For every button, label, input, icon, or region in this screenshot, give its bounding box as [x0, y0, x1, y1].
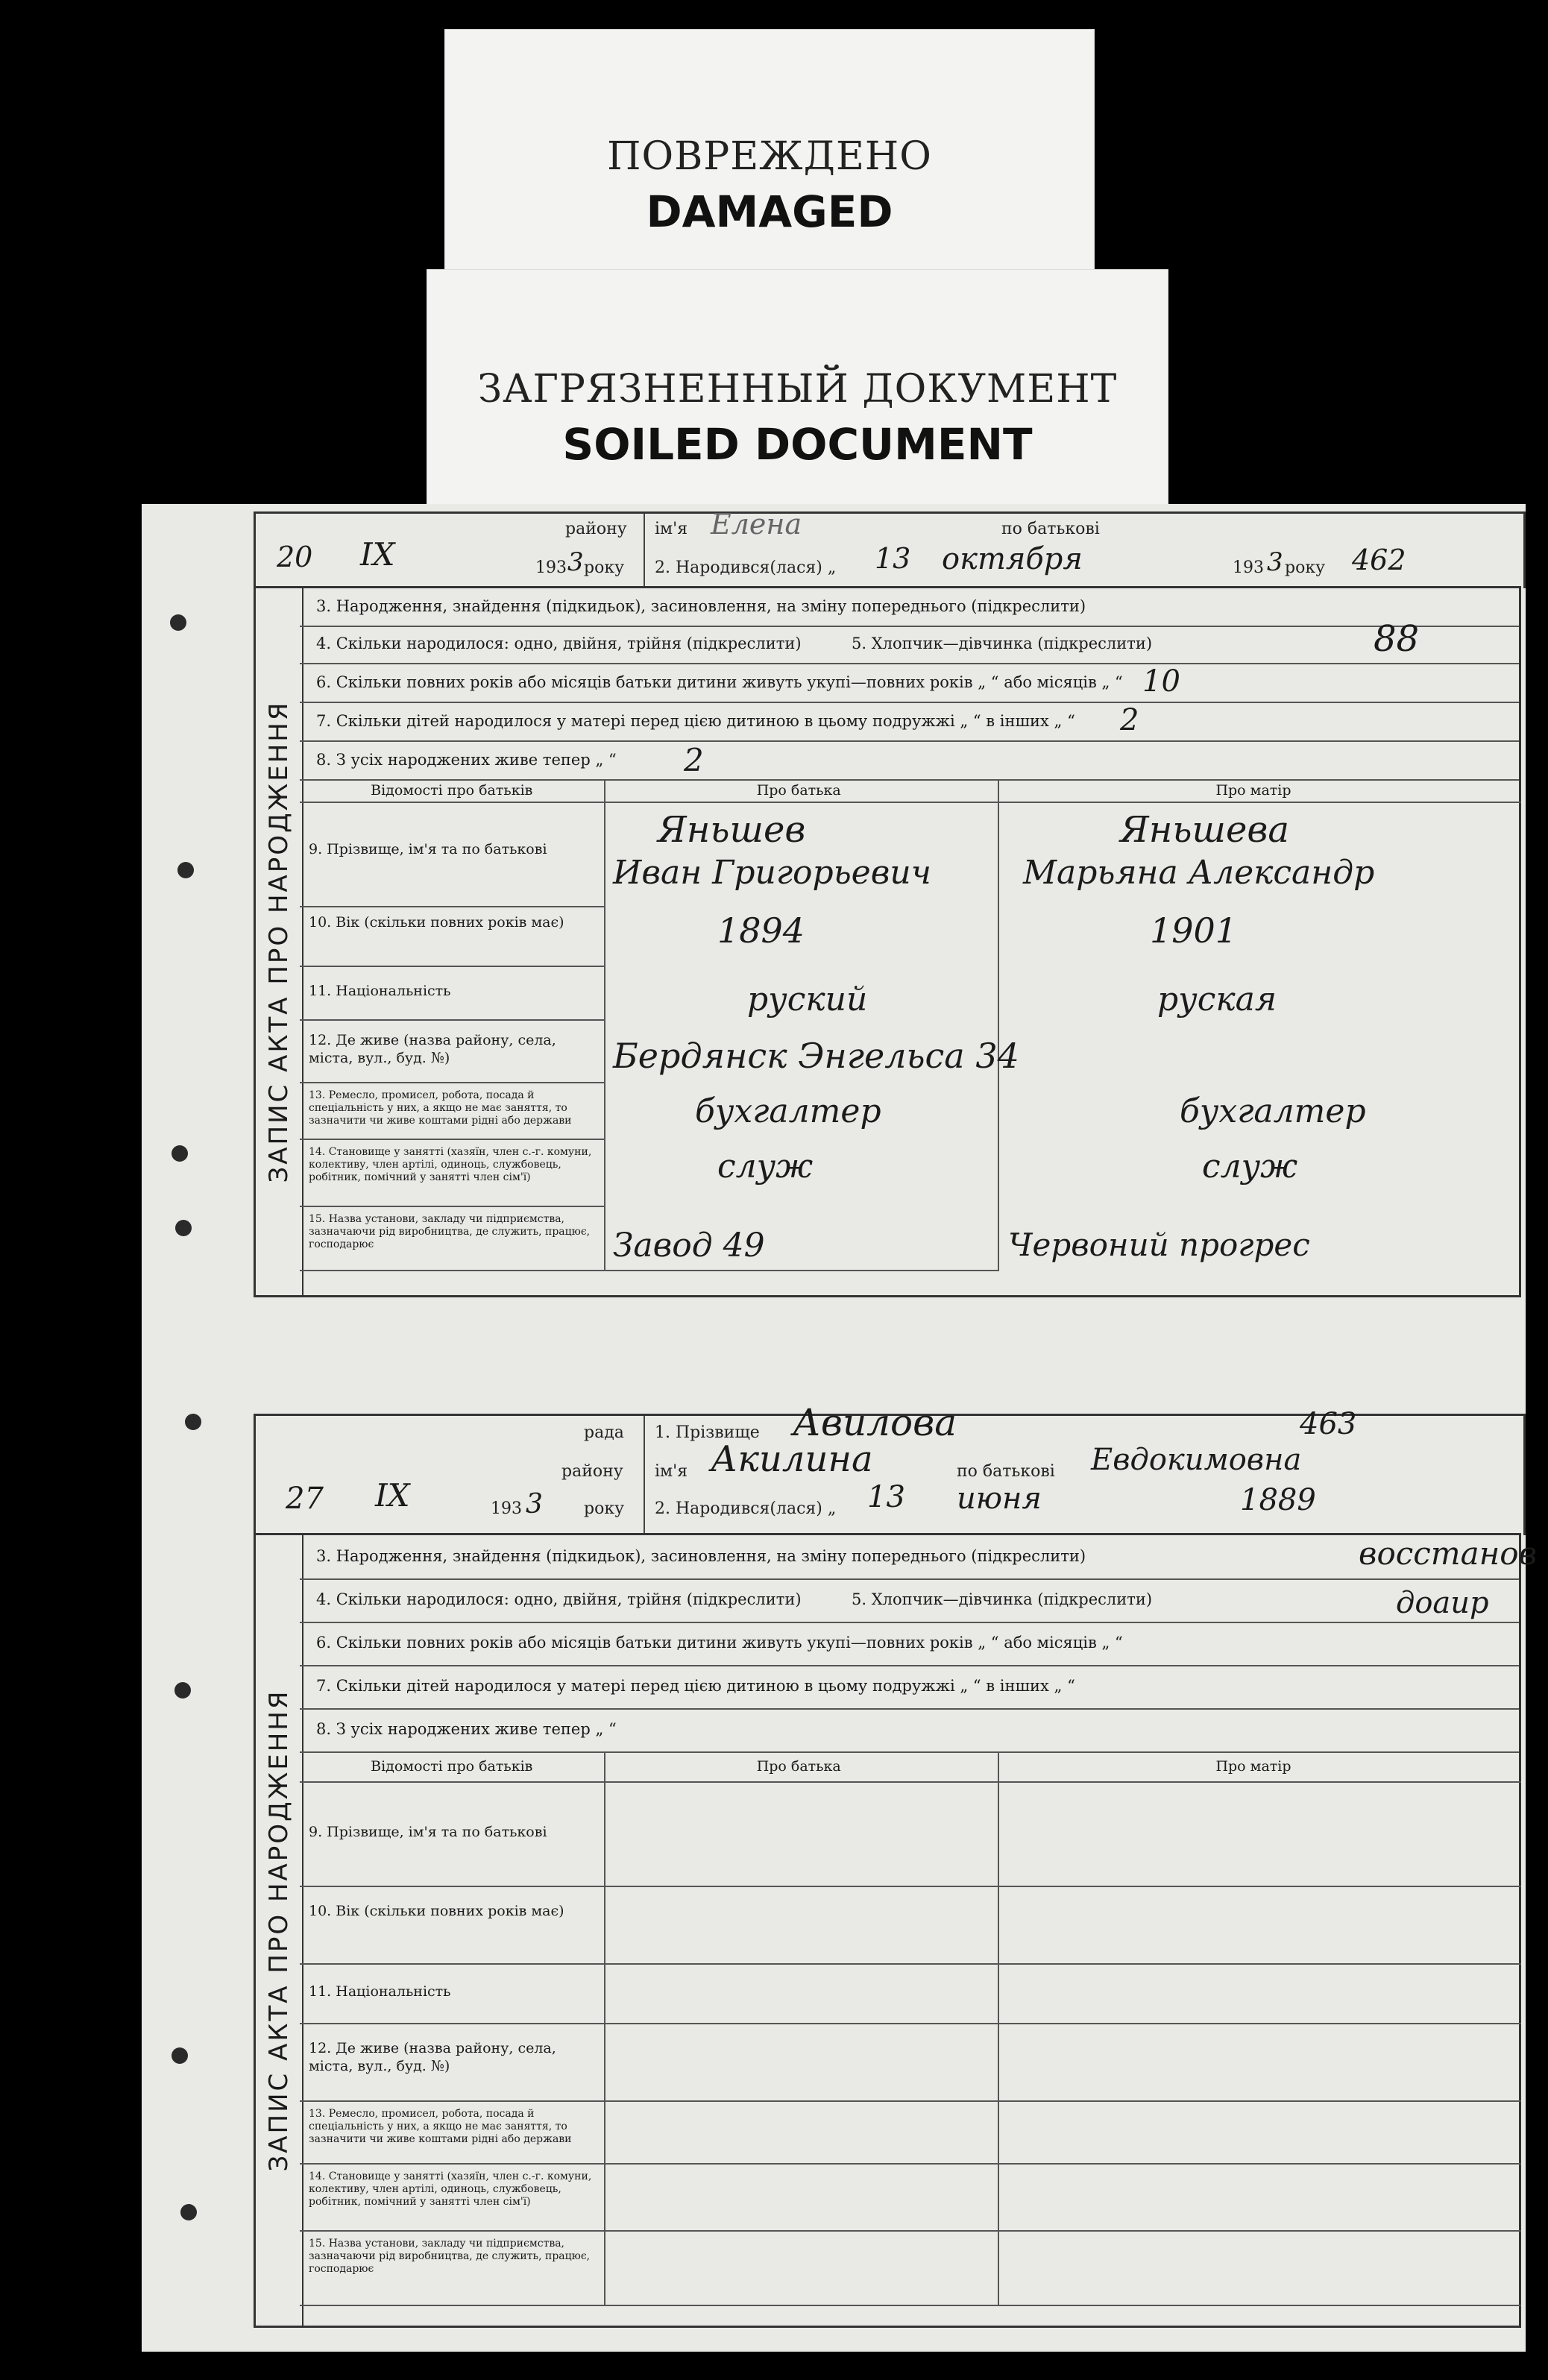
- field-6-r2: 6. Скільки повних років або місяців батьки дитини живуть укупі—повних років „ “ або місяців „ “: [316, 1634, 1123, 1652]
- soiled-stamp: [427, 270, 1168, 516]
- r1-mother-name: Марьяна Александр: [1023, 854, 1375, 892]
- r2-birth-year: 1889: [1240, 1483, 1316, 1517]
- record-1-body: [300, 586, 1521, 1297]
- col-info-r2: Відомості про батьків: [371, 1758, 533, 1775]
- field-8: 8. З усіх народжених живе тепер „ “: [316, 751, 617, 769]
- row-14-label-r2: 14. Становище у занятті (хазяїн, член с.-г. комуни, колективу, член артілі, одиноць, службовець, робітник, помічний у занятті член сім'ї): [309, 2170, 592, 2208]
- damaged-stamp: [445, 30, 1094, 276]
- r1-mother-surname: Яньшева: [1120, 809, 1289, 851]
- r1-mother-age: 1901: [1150, 910, 1238, 951]
- col-father-r2: Про батька: [756, 1758, 841, 1775]
- r1-birth-day: 13: [875, 542, 911, 575]
- r1-mother-org: Червоний прогрес: [1008, 1227, 1310, 1263]
- roku-label: року: [584, 558, 625, 577]
- col-mother: Про матір: [1215, 782, 1291, 799]
- record-2-side-title: [254, 1533, 303, 2328]
- row-10-label: 10. Вік (скільки повних років має): [309, 914, 564, 931]
- r1-birth-month: октября: [942, 542, 1083, 576]
- imya-label-2: ім'я: [655, 1462, 688, 1481]
- r1-living: 2: [684, 742, 704, 778]
- row-15-label: 15. Назва установи, закладу чи підприємства, зазначаючи рід виробництва, де служить, працює, господарює: [309, 1213, 591, 1250]
- r1-mother-position: служ: [1202, 1148, 1298, 1186]
- field-3-r2: 3. Народження, знайдення (підкидьок), засиновлення, на зміну попереднього (підкреслити): [316, 1547, 1086, 1565]
- raionu-label: району: [565, 520, 627, 538]
- r1-mother-occupation: бухгалтер: [1180, 1092, 1366, 1130]
- r1-children-before: 2: [1120, 703, 1139, 737]
- roku-label-2: року: [1285, 558, 1326, 577]
- damaged-stamp-ru: ПОВРЕЖДЕНО: [607, 134, 932, 179]
- r1-father-occupation: бухгалтер: [695, 1092, 881, 1130]
- field-7-r2: 7. Скільки дітей народилося у матері перед цією дитиною в цьому подружжі „ “ в інших „ “: [316, 1677, 1075, 1695]
- soiled-stamp-ru: ЗАГРЯЗНЕННЫЙ ДОКУМЕНТ: [477, 367, 1118, 412]
- field-3: 3. Народження, знайдення (підкидьок), засиновлення, на зміну попереднього (підкреслити): [316, 597, 1086, 615]
- record-1-header: [254, 508, 1526, 588]
- field-5: 5. Хлопчик—дівчинка (підкреслити): [852, 635, 1153, 652]
- row-13-label-r2: 13. Ремесло, промисел, робота, посада й спеціальність у них, а якщо не має заняття, то зазначити чи живе коштами рідні або держави: [309, 2108, 572, 2145]
- r1-side-number: 88: [1374, 618, 1420, 660]
- row-11-label: 11. Національність: [309, 983, 451, 999]
- field-6: 6. Скільки повних років або місяців батьки дитини живуть укупі—повних років „ “ або місяців „ “: [316, 673, 1123, 691]
- r2-surname: Авилова: [793, 1401, 957, 1444]
- r1-first-name: Елена: [711, 508, 802, 541]
- side-title-text: ЗАПИС АКТА ПРО НАРОДЖЕННЯ: [264, 700, 294, 1183]
- raionu-label-2: району: [561, 1462, 623, 1481]
- surname-label: 1. Прізвище: [655, 1423, 760, 1442]
- field-4: 4. Скільки народилося: одно, двійня, трійня (підкреслити): [316, 635, 802, 652]
- row-12-label-r2: 12. Де живе (назва району, села, міста, вул., буд. №): [309, 2040, 556, 2074]
- record-2-header: [254, 1401, 1526, 1535]
- soiled-stamp-en: SOILED DOCUMENT: [562, 419, 1033, 470]
- imya-label: ім'я: [655, 520, 688, 538]
- row-12-label: 12. Де живе (назва району, села, міста, вул., буд. №): [309, 1032, 556, 1066]
- r2-birth-month: июня: [957, 1482, 1042, 1516]
- row-11-label-r2: 11. Національність: [309, 1983, 451, 2000]
- roku-label-3: року: [584, 1499, 625, 1518]
- row-14-label: 14. Становище у занятті (хазяїн, член с.-г. комуни, колективу, член артілі, одиноць, службовець, робітник, помічний у занятті член сім'ї): [309, 1146, 592, 1183]
- r2-note-restored: восстанов: [1359, 1535, 1538, 1572]
- r2-year-prefix: 193: [491, 1499, 522, 1518]
- po-batkovi-label: по батькові: [1001, 520, 1100, 538]
- r1-years-together: 10: [1142, 664, 1180, 699]
- r1-father-name: Иван Григорьевич: [613, 854, 932, 892]
- r1-birth-year: 3: [1267, 547, 1283, 577]
- r2-first-name: Акилина: [711, 1438, 873, 1480]
- record-2-body: [300, 1533, 1538, 2328]
- r1-father-org: Завод 49: [613, 1227, 765, 1265]
- r2-reg-month: IX: [375, 1477, 410, 1514]
- row-15-label-r2: 15. Назва установи, закладу чи підприємства, зазначаючи рід виробництва, де служить, працює, господарює: [309, 2238, 591, 2275]
- po-batkovi-label-2: по батькові: [957, 1462, 1055, 1481]
- r1-father-surname: Яньшев: [658, 809, 806, 851]
- birth-record-1: [254, 508, 1521, 1294]
- damaged-stamp-en: DAMAGED: [646, 186, 893, 237]
- r1-reg-year: 3: [567, 547, 584, 577]
- r1-birth-year-prefix: 193: [1233, 558, 1264, 577]
- r2-birth-day: 13: [867, 1480, 905, 1514]
- birth-record-2: [254, 1401, 1538, 2331]
- r1-mother-nationality: руская: [1157, 980, 1277, 1019]
- side-title-text-2: ЗАПИС АКТА ПРО НАРОДЖЕННЯ: [264, 1689, 294, 2172]
- r1-reg-day: 20: [277, 541, 313, 573]
- r2-patronymic: Евдокимовна: [1091, 1443, 1302, 1477]
- record-2-parents-table: [300, 1751, 1519, 2326]
- row-10-label-r2: 10. Вік (скільки повних років має): [309, 1903, 564, 1919]
- r1-father-age: 1894: [717, 910, 805, 951]
- field-4-r2: 4. Скільки народилося: одно, двійня, трійня (підкреслити): [316, 1590, 802, 1608]
- r1-reg-month: IX: [360, 536, 395, 573]
- record-1-parents-table: [300, 779, 1519, 1295]
- r1-father-nationality: руский: [747, 980, 868, 1019]
- row-13-label: 13. Ремесло, промисел, робота, посада й спеціальність у них, а якщо не має заняття, то зазначити чи живе коштами рідні або держави: [309, 1089, 572, 1127]
- field-5-r2: 5. Хлопчик—дівчинка (підкреслити): [852, 1590, 1153, 1608]
- r1-father-position: служ: [717, 1148, 814, 1186]
- r2-act-number: 463: [1300, 1407, 1357, 1441]
- col-father: Про батька: [756, 782, 841, 799]
- r1-address: Бердянск Энгельса 34: [613, 1036, 1019, 1076]
- col-mother-r2: Про матір: [1215, 1758, 1291, 1775]
- col-info: Відомості про батьків: [371, 782, 533, 799]
- document-sheet: [142, 504, 1538, 2352]
- born-label-2: 2. Народився(лася) „: [655, 1499, 837, 1518]
- born-label: 2. Народився(лася) „: [655, 558, 837, 577]
- rada-label: рада: [584, 1423, 624, 1442]
- r2-note-2: доаир: [1396, 1586, 1489, 1620]
- field-8-r2: 8. З усіх народжених живе тепер „ “: [316, 1720, 617, 1738]
- field-7: 7. Скільки дітей народилося у матері перед цією дитиною в цьому подружжі „ “ в інших „ “: [316, 712, 1075, 730]
- r2-reg-day: 27: [286, 1482, 324, 1516]
- r1-year-prefix: 193: [535, 558, 567, 577]
- row-9-label: 9. Прізвище, ім'я та по батькові: [309, 841, 547, 857]
- row-9-label-r2: 9. Прізвище, ім'я та по батькові: [309, 1824, 547, 1840]
- r1-act-number: 462: [1352, 544, 1406, 576]
- record-1-side-title: [254, 586, 303, 1297]
- r2-reg-year: 3: [526, 1489, 543, 1520]
